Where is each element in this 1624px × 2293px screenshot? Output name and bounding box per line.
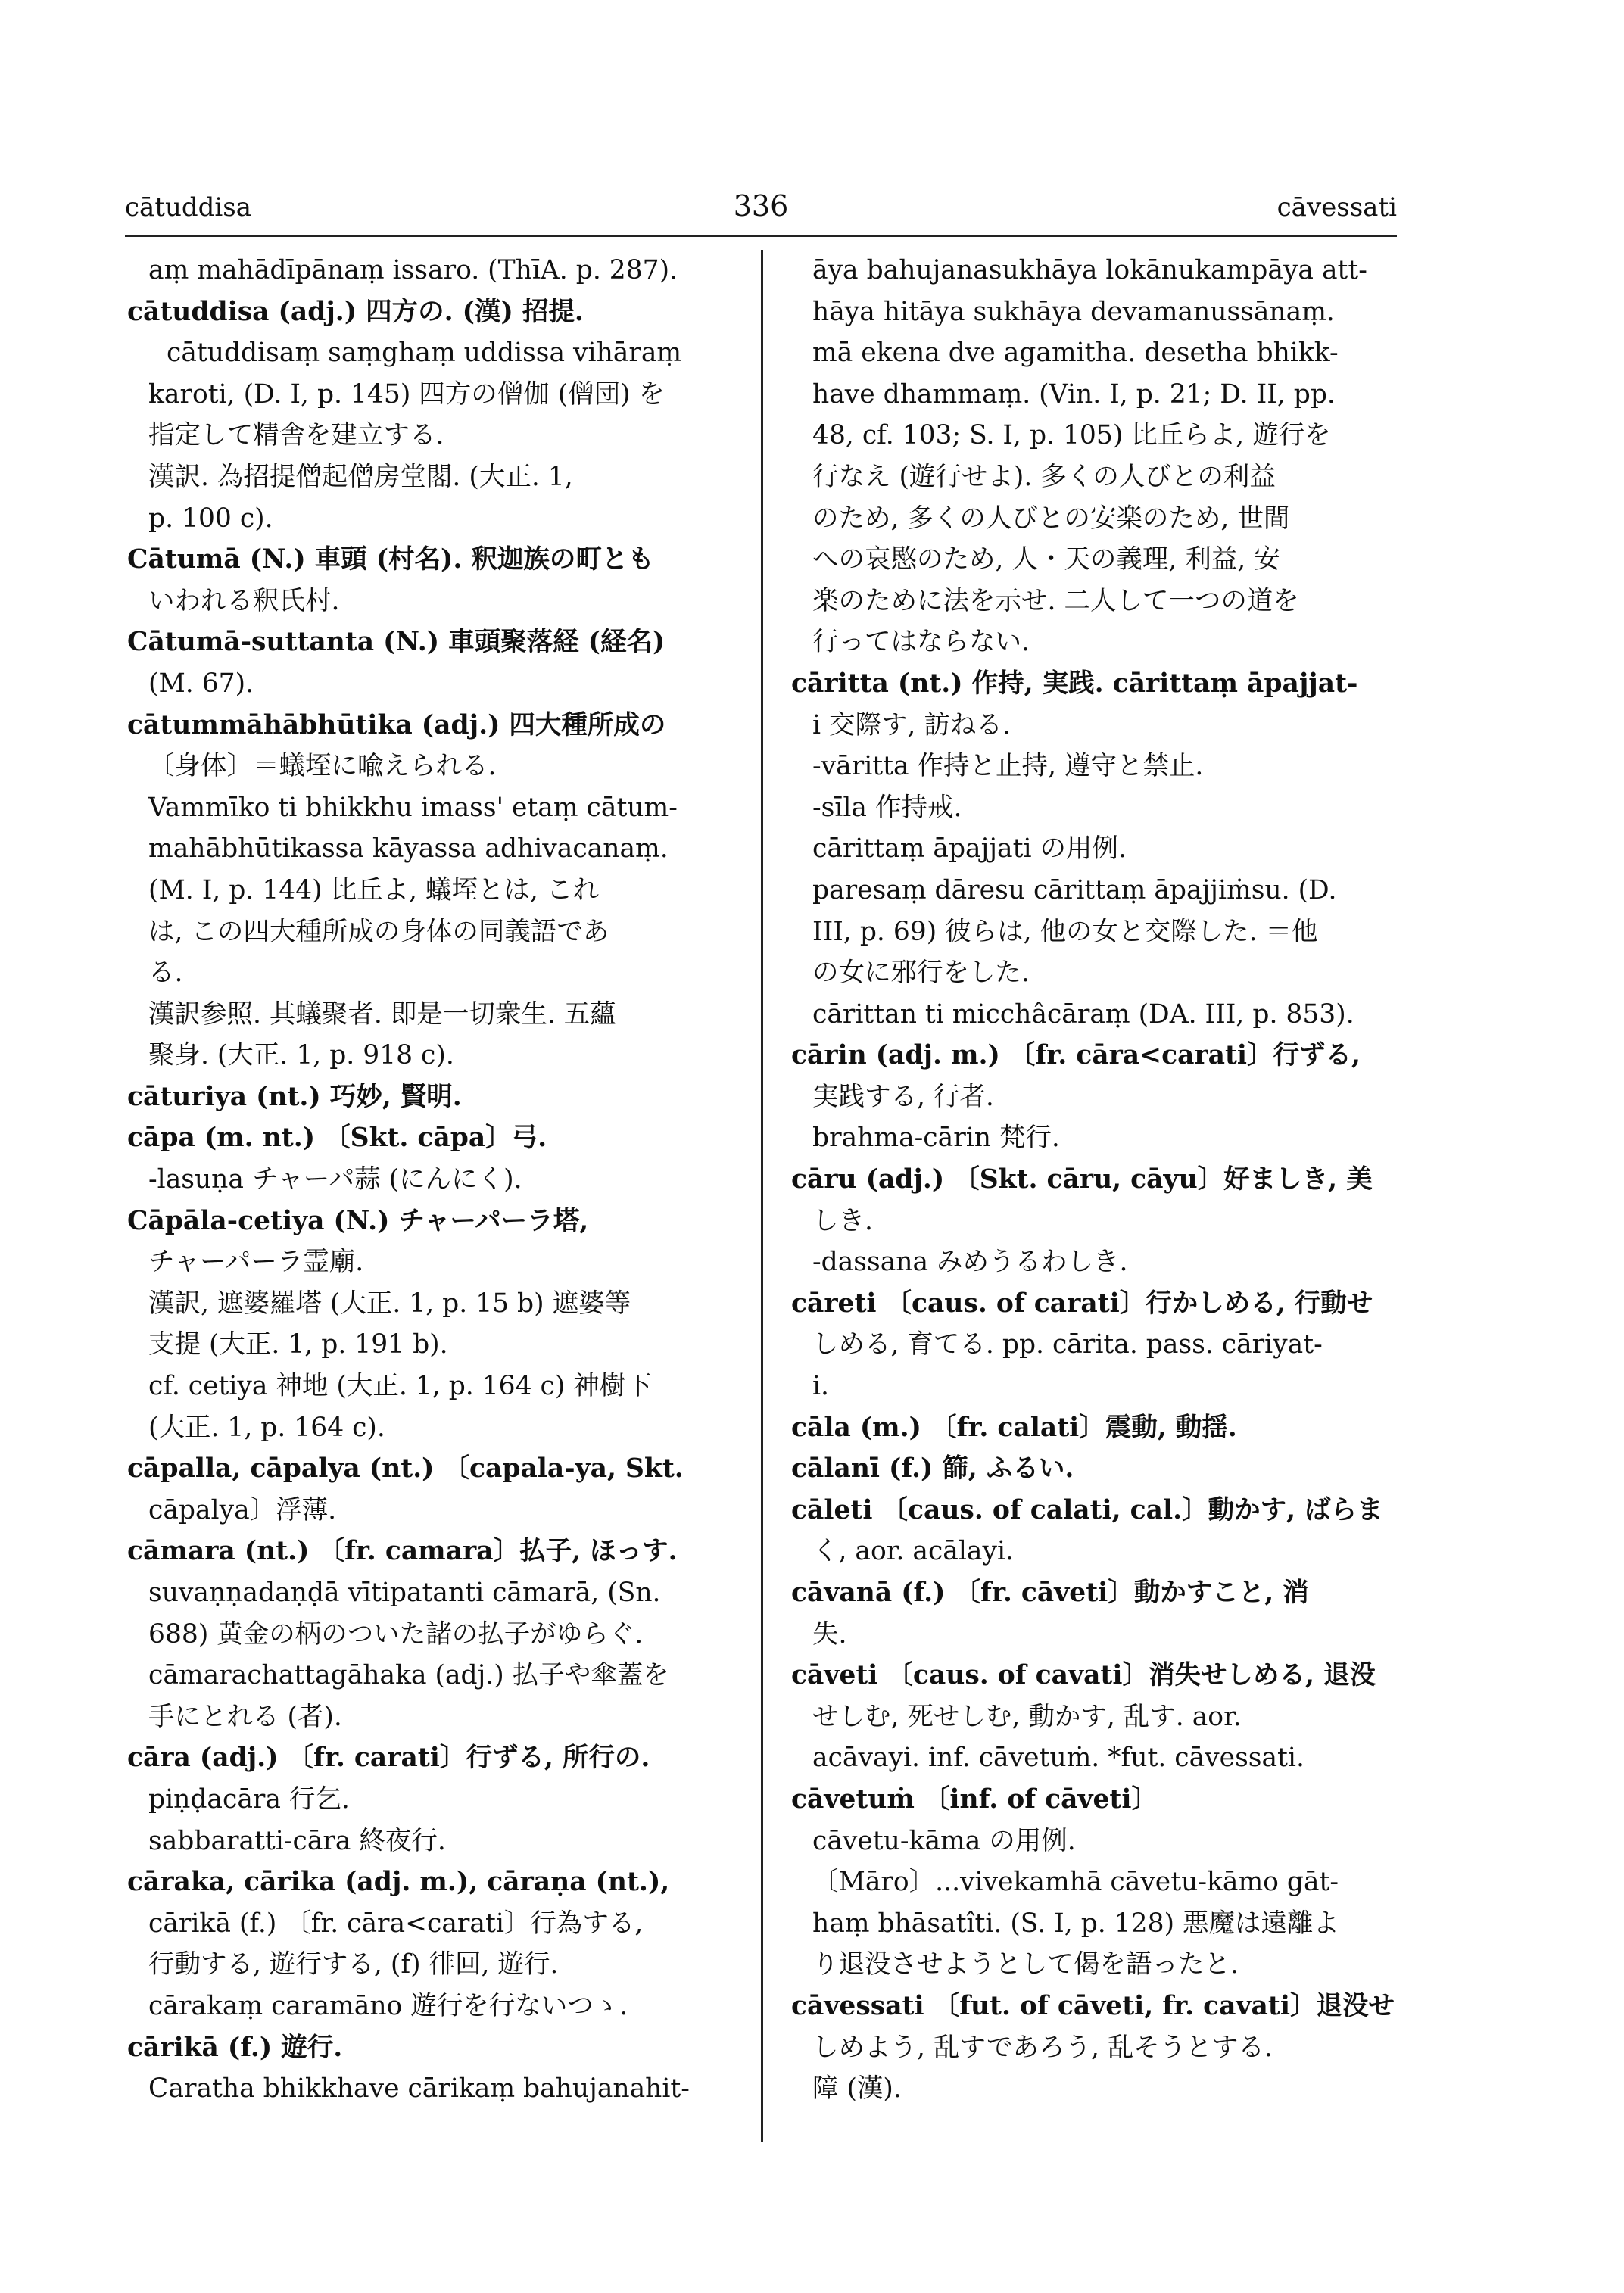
dictionary-entry-line: sabbaratti-cāra 終夜行. xyxy=(148,1825,446,1856)
dictionary-entry-headline: cārikā (f.) 遊行. xyxy=(127,2032,343,2063)
dictionary-entry-line: i 交際す, 訪ねる. xyxy=(812,709,1011,740)
dictionary-entry-line: 漢訳参照. 其蟻聚者. 即是一切衆生. 五蘊 xyxy=(148,999,616,1030)
dictionary-entry-line: 漢訳. 為招提僧起僧房堂閣. (大正. 1, xyxy=(148,461,573,492)
dictionary-entry-line: しき. xyxy=(812,1205,873,1236)
dictionary-entry-line: 失. xyxy=(812,1618,847,1650)
dictionary-entry-headline: cāpalla, cāpalya (nt.) 〔capala-ya, Skt. xyxy=(127,1453,684,1485)
dictionary-entry-line: cārakaṃ caramāno 遊行を行ないつゝ. xyxy=(148,1990,628,2021)
dictionary-entry-headline: cāru (adj.) 〔Skt. cāru, cāyu〕好ましき, 美 xyxy=(791,1164,1373,1195)
dictionary-entry-headline: Cāpāla-cetiya (N.) チャーパーラ塔, xyxy=(127,1205,589,1236)
dictionary-entry-line: は, この四大種所成の身体の同義語であ xyxy=(148,916,609,947)
dictionary-entry-headline: cāvanā (f.) 〔fr. cāveti〕動かすこと, 消 xyxy=(791,1578,1309,1608)
dictionary-entry-headline: cāreti 〔caus. of carati〕行かしめる, 行動せ xyxy=(791,1288,1373,1319)
dictionary-entry-line: cātuddisaṃ saṃghaṃ uddissa vihāraṃ xyxy=(167,338,682,369)
right-running-headword: cāvessati xyxy=(1276,192,1397,223)
dictionary-entry-line: piṇḍacāra 行乞. xyxy=(148,1784,350,1815)
dictionary-entry-line: i. xyxy=(812,1371,830,1402)
dictionary-entry-line: 支提 (大正. 1, p. 191 b). xyxy=(148,1329,448,1360)
dictionary-entry-line: haṃ bhāsatîti. (S. I, p. 128) 悪魔は遠離よ xyxy=(812,1908,1339,1939)
dictionary-entry-line: cārittan ti micchâcāraṃ (DA. III, p. 853). xyxy=(812,999,1354,1030)
dictionary-entry-line: 48, cf. 103; S. I, p. 105) 比丘らよ, 遊行を xyxy=(812,420,1331,451)
dictionary-entry-line: 指定して精舎を建立する. xyxy=(148,420,444,451)
dictionary-entry-headline: cālanī (f.) 篩, ふるい. xyxy=(791,1453,1074,1485)
dictionary-entry-line: しめよう, 乱すであろう, 乱そうとする. xyxy=(812,2032,1273,2063)
dictionary-entry-line: cāvetu-kāma の用例. xyxy=(812,1825,1076,1856)
dictionary-entry-line: 〔Māro〕...vivekamhā cāvetu-kāmo gāt- xyxy=(812,1867,1339,1898)
dictionary-entry-line: く, aor. acālayi. xyxy=(812,1536,1014,1567)
dictionary-entry-line: suvaṇṇadaṇḍā vītipatanti cāmarā, (Sn. xyxy=(148,1578,661,1608)
dictionary-entry-headline: cātuddisa (adj.) 四方の. (漢) 招提. xyxy=(127,296,584,327)
dictionary-entry-line: 〔身体〕＝蟻垤に喩えられる. xyxy=(148,751,497,782)
right-column xyxy=(791,250,1416,2110)
dictionary-entry-headline: Cātumā-suttanta (N.) 車頭聚落経 (経名) xyxy=(127,627,665,658)
dictionary-entry-line: cf. cetiya 神地 (大正. 1, p. 164 c) 神樹下 xyxy=(148,1371,652,1402)
dictionary-entry-line: の女に邪行をした. xyxy=(812,958,1030,989)
dictionary-entry-headline: cātummāhābhūtika (adj.) 四大種所成の xyxy=(127,709,666,740)
dictionary-entry-line: チャーパーラ霊廟. xyxy=(148,1247,364,1278)
dictionary-entry-line: (大正. 1, p. 164 c). xyxy=(148,1412,385,1443)
dictionary-entry-line: cāmarachattagāhaka (adj.) 払子や傘蓋を xyxy=(148,1660,669,1691)
dictionary-entry-line: 手にとれる (者). xyxy=(148,1701,342,1732)
dictionary-entry-line: のため, 多くの人びとの安楽のため, 世間 xyxy=(812,503,1290,534)
dictionary-entry-headline: cārin (adj. m.) 〔fr. cāra<carati〕行ずる, xyxy=(791,1040,1361,1071)
dictionary-entry-headline: Cātumā (N.) 車頭 (村名). 釈迦族の町とも xyxy=(127,544,654,575)
dictionary-entry-line: -lasuṇa チャーパ蒜 (にんにく). xyxy=(148,1164,522,1195)
dictionary-entry-headline: cāra (adj.) 〔fr. carati〕行ずる, 所行の. xyxy=(127,1743,650,1774)
dictionary-entry-line: aṃ mahādīpānaṃ issaro. (ThīA. p. 287). xyxy=(148,255,678,285)
dictionary-entry-line: Vammīko ti bhikkhu imass' etaṃ cātum- xyxy=(148,792,678,823)
dictionary-entry-line: p. 100 c). xyxy=(148,503,273,534)
dictionary-entry-headline: cāturiya (nt.) 巧妙, 賢明. xyxy=(127,1081,462,1112)
dictionary-entry-line: mā ekena dve agamitha. desetha bhikk- xyxy=(812,338,1339,369)
dictionary-entry-headline: cāritta (nt.) 作持, 実践. cārittaṃ āpajjat- xyxy=(791,668,1358,699)
dictionary-entry-headline: cāla (m.) 〔fr. calati〕震動, 動揺. xyxy=(791,1412,1237,1443)
left-column xyxy=(127,250,752,2110)
page-number: 336 xyxy=(733,189,789,223)
dictionary-entry-line: 行なえ (遊行せよ). 多くの人びとの利益 xyxy=(812,461,1276,492)
dictionary-entry-headline: cāvetuṁ 〔inf. of cāveti〕 xyxy=(791,1784,1158,1815)
dictionary-entry-line: Caratha bhikkhave cārikaṃ bahujanahit- xyxy=(148,2073,690,2105)
left-running-headword: cātuddisa xyxy=(125,192,251,223)
dictionary-entry-line: karoti, (D. I, p. 145) 四方の僧伽 (僧団) を xyxy=(148,379,665,410)
dictionary-entry-line: (M. 67). xyxy=(148,668,254,699)
dictionary-entry-line: -vāritta 作持と止持, 遵守と禁止. xyxy=(812,751,1204,782)
dictionary-entry-headline: cāraka, cārika (adj. m.), cāraṇa (nt.), xyxy=(127,1867,670,1898)
column-divider xyxy=(761,250,763,2142)
dictionary-entry-line: り退没させようとして偈を語ったと. xyxy=(812,1949,1239,1980)
dictionary-entry-headline: cāveti 〔caus. of cavati〕消失せしめる, 退没 xyxy=(791,1660,1376,1691)
dictionary-entry-line: 行動する, 遊行する, (f) 徘回, 遊行. xyxy=(148,1949,559,1980)
dictionary-entry-line: paresaṃ dāresu cārittaṃ āpajjiṁsu. (D. xyxy=(812,874,1337,905)
dictionary-entry-line: hāya hitāya sukhāya devamanussānaṃ. xyxy=(812,296,1335,327)
dictionary-entry-line: cārittaṃ āpajjati の用例. xyxy=(812,833,1127,865)
dictionary-entry-line: 漢訳, 遮婆羅塔 (大正. 1, p. 15 b) 遮婆等 xyxy=(148,1288,631,1319)
dictionary-entry-line: いわれる釈氏村. xyxy=(148,585,340,616)
dictionary-entry-line: への哀愍のため, 人・天の義理, 利益, 安 xyxy=(812,544,1280,575)
dictionary-entry-headline: cāvessati 〔fut. of cāveti, fr. cavati〕退没せ xyxy=(791,1990,1395,2021)
dictionary-entry-line: 障 (漢). xyxy=(812,2073,902,2105)
dictionary-entry-line: 行ってはならない. xyxy=(812,627,1030,658)
dictionary-entry-line: III, p. 69) 彼らは, 他の女と交際した. ＝他 xyxy=(812,916,1318,947)
dictionary-entry-line: る. xyxy=(148,958,183,989)
dictionary-entry-line: cāpalya〕浮薄. xyxy=(148,1494,337,1525)
dictionary-entry-line: せしむ, 死せしむ, 動かす, 乱す. aor. xyxy=(812,1701,1242,1732)
dictionary-entry-line: mahābhūtikassa kāyassa adhivacanaṃ. xyxy=(148,833,669,865)
dictionary-entry-line: āya bahujanasukhāya lokānukampāya att- xyxy=(812,255,1367,285)
dictionary-entry-line: brahma-cārin 梵行. xyxy=(812,1123,1060,1154)
dictionary-entry-headline: cāmara (nt.) 〔fr. camara〕払子, ほっす. xyxy=(127,1536,678,1567)
dictionary-entry-line: 実践する, 行者. xyxy=(812,1081,994,1112)
dictionary-entry-line: cārikā (f.) 〔fr. cāra<carati〕行為する, xyxy=(148,1908,644,1939)
dictionary-entry-line: -dassana みめうるわしき. xyxy=(812,1247,1128,1278)
dictionary-entry-line: 聚身. (大正. 1, p. 918 c). xyxy=(148,1040,454,1071)
page-header xyxy=(125,189,1397,237)
dictionary-entry-line: acāvayi. inf. cāvetuṁ. *fut. cāvessati. xyxy=(812,1743,1304,1774)
dictionary-entry-headline: cāleti 〔caus. of calati, cal.〕動かす, ばらま xyxy=(791,1494,1383,1525)
dictionary-entry-line: しめる, 育てる. pp. cārita. pass. cāriyat- xyxy=(812,1329,1323,1360)
dictionary-entry-headline: cāpa (m. nt.) 〔Skt. cāpa〕弓. xyxy=(127,1123,547,1154)
dictionary-entry-line: 688) 黄金の柄のついた諸の払子がゆらぐ. xyxy=(148,1618,644,1650)
dictionary-entry-line: -sīla 作持戒. xyxy=(812,792,962,823)
dictionary-entry-line: have dhammaṃ. (Vin. I, p. 21; D. II, pp. xyxy=(812,379,1336,410)
dictionary-entry-line: 楽のために法を示せ. 二人して一つの道を xyxy=(812,585,1299,616)
dictionary-entry-line: (M. I, p. 144) 比丘よ, 蟻垤とは, これ xyxy=(148,874,599,905)
